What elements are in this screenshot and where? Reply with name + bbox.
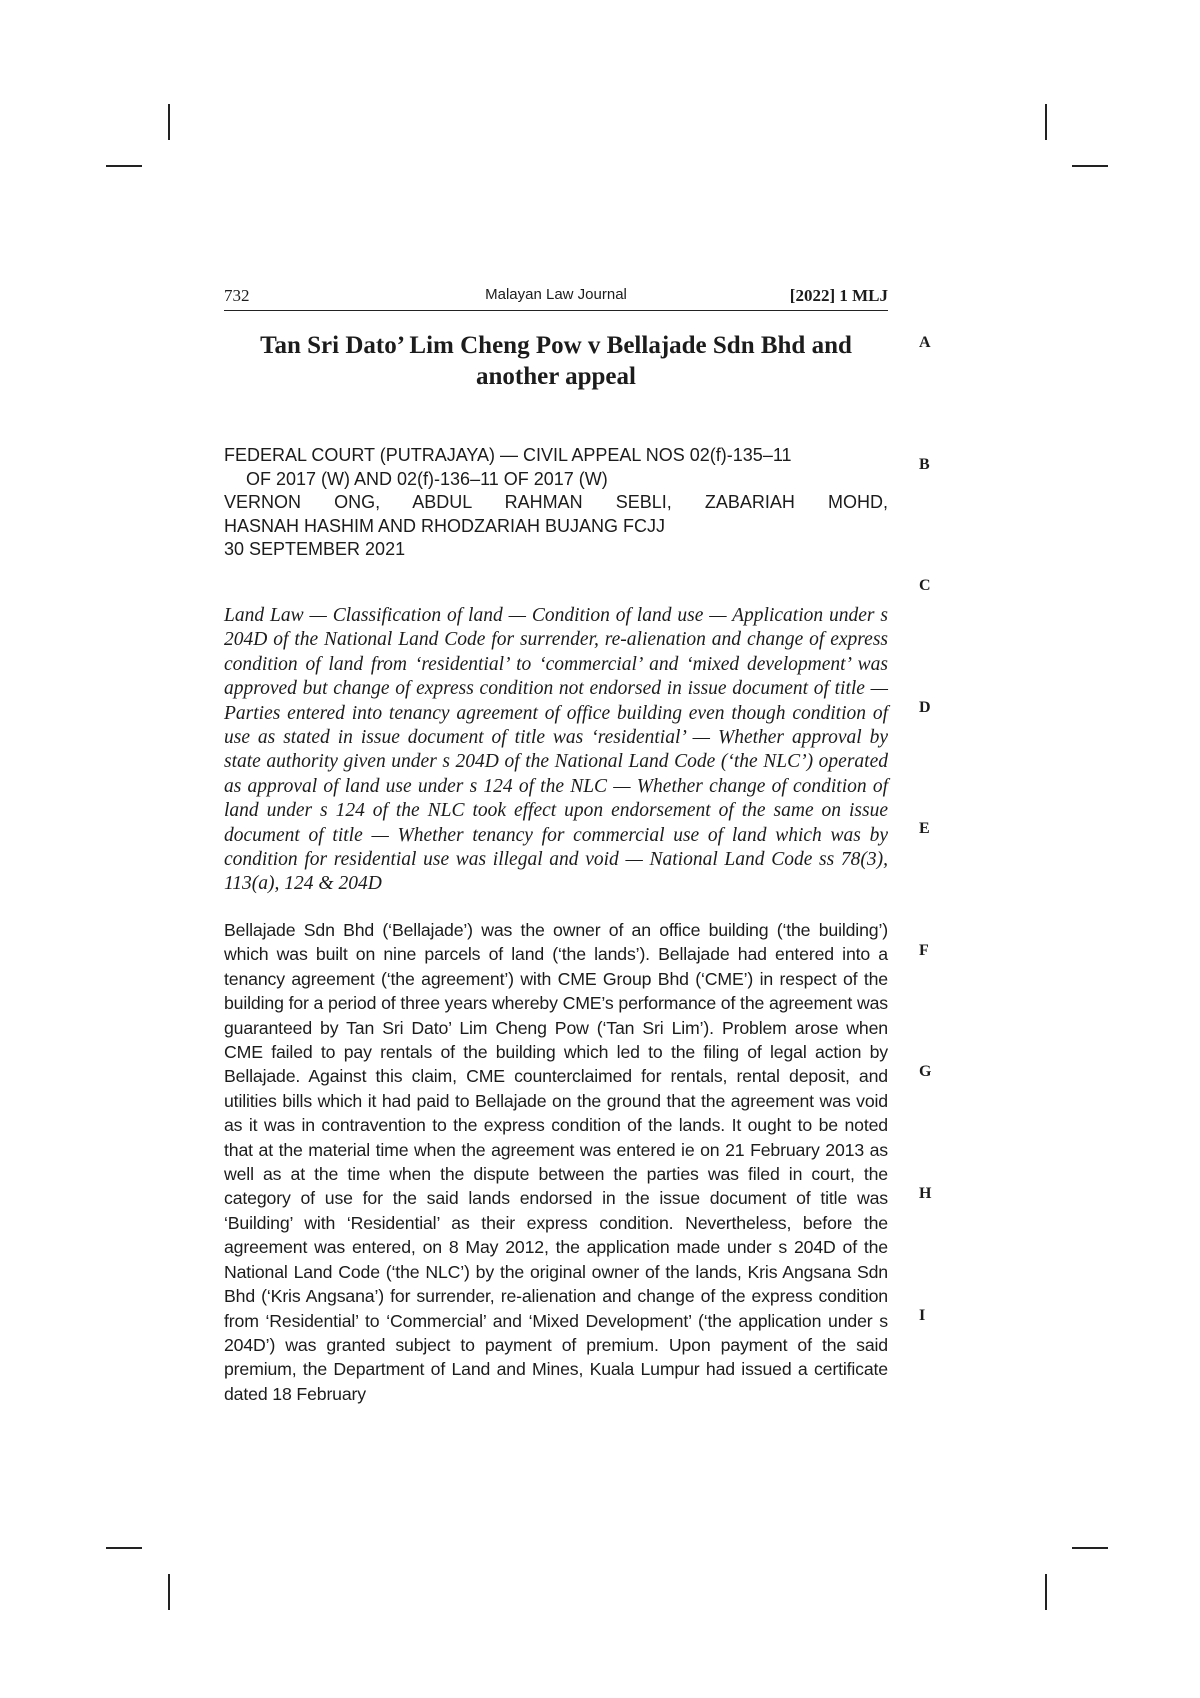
margin-letter-h: H [919,1185,932,1202]
margin-letter-d: D [919,699,931,716]
page-number: 732 [224,286,250,305]
court-line-1: FEDERAL COURT (PUTRAJAYA) — CIVIL APPEAL NOS 02(f)-135–11 [224,445,792,465]
citation: [2022] 1 MLJ [789,286,888,305]
judges-line-1: VERNON ONG, ABDUL RAHMAN SEBLI, ZABARIAH MOHD, [224,492,888,512]
catchwords: Land Law — Classification of land — Condition of land use — Application under s 204D of the National Land Code for surrender, re-alienation and change of express condition of land from ‘residential’ to ‘commercial’ and ‘mixed development’ was approved but change of express condition not endorsed in issue document of title — Parties entered into tenancy agreement of office building even though condition of use as stated in issue document of title was ‘residential’ — Whether approval by state authority given under s 204D of the National Land Code (‘the NLC’) operated as approval of land use under s 124 of the NLC — Whether change of condition of land under s 124 of the NLC took effect upon endorsement of the same on issue document of title — Whether tenancy for commercial use of land which was by condition for residential use was illegal and void — National Land Code ss 78(3), 113(a), 124 & 204D [224,605,888,895]
court-block [224,444,888,562]
crop-mark-bottom-right-vertical [1045,1574,1047,1610]
margin-letter-a: A [919,334,931,351]
margin-letter-f: F [919,942,929,959]
judges-line-2: HASNAH HASHIM AND RHODZARIAH BUJANG FCJJ [224,515,666,536]
crop-mark-bottom-left-vertical [168,1574,170,1610]
margin-letter-e: E [919,820,930,837]
margin-letter-b: B [919,456,930,473]
crop-mark-top-right-vertical [1045,104,1047,140]
margin-letter-c: C [919,577,931,594]
headnote-paragraph: Bellajade Sdn Bhd (‘Bellajade’) was the owner of an office building (‘the building’) which was built on nine parcels of land (‘the lands’). Bellajade had entered into a tenancy agreement (‘the agreement’) with CME Group Bhd (‘CME’) in respect of the building for a period of three years whereby CME’s performance of the agreement was guaranteed by Tan Sri Dato’ Lim Cheng Pow (‘Tan Sri Lim’). Problem arose when CME failed to pay rentals of the building which led to the filing of legal action by Bellajade. Against this claim, CME counterclaimed for rentals, rental deposit, and utilities bills which it had paid to Bellajade on the ground that the agreement was void as it was in contravention to the express condition of the lands. It ought to be noted that at the material time when the agreement was entered ie on 21 February 2013 as well as at the time when the dispute between the parties was filed in court, the category of use for the said lands endorsed in the issue document of title was ‘Building’ with ‘Residential’ as their express condition. Nevertheless, before the agreement was entered, on 8 May 2012, the application made under s 204D of the National Land Code (‘the NLC’) by the original owner of the lands, Kris Angsana Sdn Bhd (‘Kris Angsana’) for surrender, re-alienation and change of the express condition from ‘Residential’ to ‘Commercial’ and ‘Mixed Development’ (‘the application under s 204D’) was granted subject to payment of premium. Upon payment of the said premium, the Department of Land and Mines, Kuala Lumpur had issued a certificate dated 18 February [224,920,888,1404]
crop-mark-bottom-left-horizontal [106,1547,142,1549]
case-title: Tan Sri Dato’ Lim Cheng Pow v Bellajade Sdn Bhd and another appeal [260,332,852,390]
judgment-date: 30 SEPTEMBER 2021 [224,539,406,559]
margin-letter-i: I [919,1307,926,1324]
crop-mark-top-right-horizontal [1072,165,1108,167]
crop-mark-top-left-vertical [168,104,170,140]
running-header [224,282,888,311]
margin-letter-g: G [919,1063,932,1080]
court-line-2: OF 2017 (W) AND 02(f)-136–11 OF 2017 (W) [246,468,608,489]
crop-mark-top-left-horizontal [106,165,142,167]
crop-mark-bottom-right-horizontal [1072,1547,1108,1549]
journal-name: Malayan Law Journal [485,286,627,303]
